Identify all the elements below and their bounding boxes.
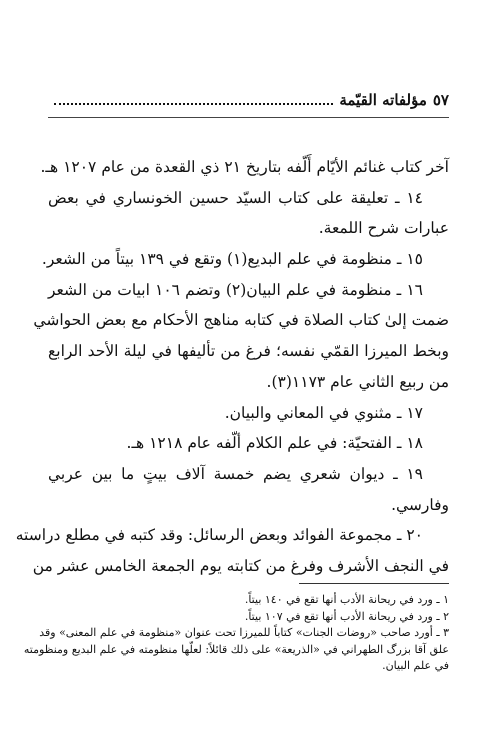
- footnote-line: في علم البيان.: [382, 659, 449, 672]
- body-line: ١٦ ـ منظومة في علم البيان(٢) وتضم ١٠٦ ابيات من الشعر: [48, 280, 423, 299]
- body-line: ١٩ ـ ديوان شعري يضم خمسة آلاف بيتٍ ما بين عربي: [48, 464, 423, 483]
- body-line: وبخط الميرزا القمّي نفسه؛ فرغ من تأليفها في ليلة الأحد الرابع: [48, 342, 449, 361]
- running-header: [48, 88, 449, 112]
- header-rule: [48, 117, 449, 118]
- body-text: [15, 152, 449, 582]
- header-leader-dots: [54, 103, 333, 105]
- footnote-line: علق آقا بزرگ الطهراني في «الذريعة» على ذلك قائلاً: لعلّها منظومته في علم البديع ومنظومته: [23, 642, 449, 656]
- body-line: ١٨ ـ الفتحيّة: في علم الكلام ألّفه عام ١٢١٨ هـ.: [126, 434, 423, 453]
- chapter-title: مؤلفاته القيّمة: [339, 91, 427, 109]
- body-line: ١٧ ـ مثنوي في المعاني والبيان.: [224, 403, 423, 422]
- footnote-line: ٢ ـ ورد في ريحانة الأدب أنها تقع في ١٠٧ بيتاً.: [244, 609, 449, 623]
- footnote-rule: [299, 583, 449, 584]
- footnote-line: ٣ ـ أورد صاحب «روضات الجنات» كتاباً للميرزا تحت عنوان «منظومة في علم المعنى» وقد: [39, 626, 449, 639]
- body-line: ٢٠ ـ مجموعة الفوائد وبعض الرسائل: وقد كتبه في مطلع دراسته: [15, 526, 423, 545]
- footnote-line: ١ ـ ورد في ريحانة الأدب أنها تقع في ١٤٠ بيتاً.: [244, 593, 449, 606]
- body-line: ١٥ ـ منظومة في علم البديع(١) وتقع في ١٣٩ بيتاً من الشعر.: [41, 250, 423, 269]
- body-line: عبارات شرح اللمعة.: [318, 219, 449, 238]
- footnotes: [23, 592, 449, 675]
- body-line: في النجف الأشرف وفرغ من كتابته يوم الجمعة الخامس عشر من: [32, 556, 449, 575]
- body-line: من ربيع الثاني عام ١١٧٣(٣).: [266, 372, 449, 391]
- body-line: ضمت إلىٰ كتاب الصلاة في كتابه مناهج الأحكام مع بعض الحواشي: [33, 311, 449, 330]
- body-line: آخر كتاب غنائم الأيّام أَلّفه بتاريخ ٢١ ذي القعدة من عام ١٢٠٧ هـ.: [40, 158, 449, 176]
- page-number: ٥٧: [432, 91, 449, 109]
- body-line: ١٤ ـ تعليقة على كتاب السيّد حسين الخونساري في بعض: [48, 188, 423, 207]
- body-line: وفارسي.: [391, 495, 449, 514]
